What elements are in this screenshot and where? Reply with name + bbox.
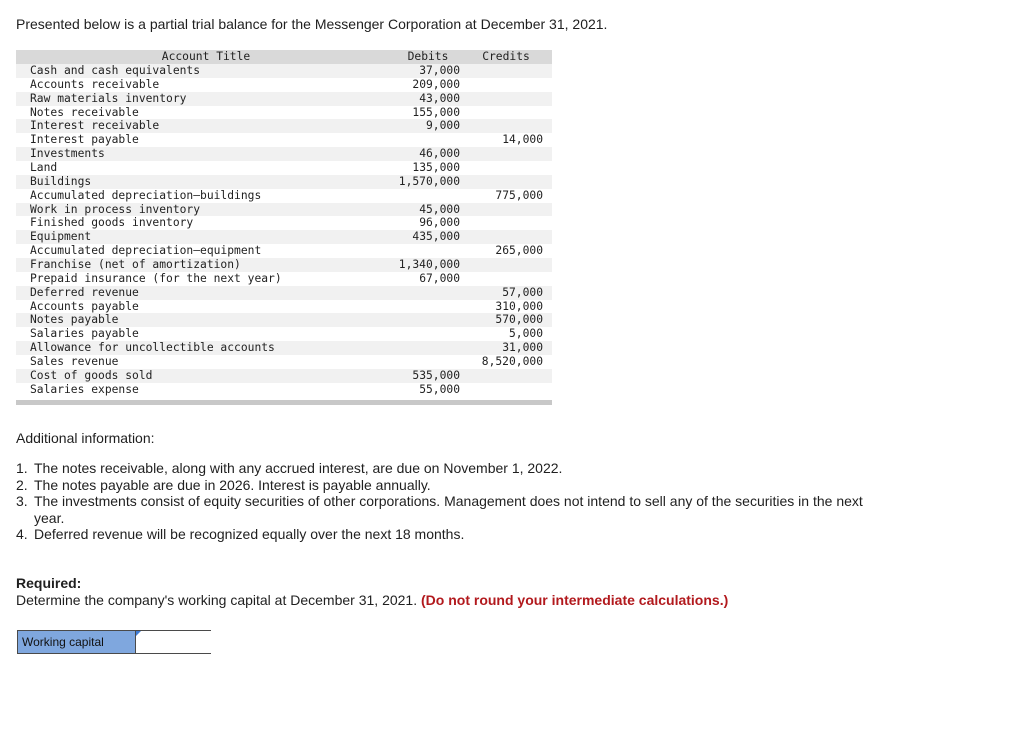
additional-info-list — [16, 460, 896, 543]
debit-cell: 435,000 — [412, 230, 460, 244]
debit-cell: 155,000 — [412, 105, 460, 119]
debit-cell: 9,000 — [425, 119, 460, 133]
table-row — [16, 92, 552, 106]
account-cell: Investments — [30, 147, 105, 161]
list-item-number: 3. — [16, 493, 28, 509]
working-capital-input[interactable] — [136, 631, 214, 653]
credit-cell — [460, 383, 552, 397]
credit-cell: 5,000 — [508, 327, 543, 341]
required-label: Required: — [16, 575, 82, 591]
table-row — [16, 313, 552, 327]
answer-cell — [136, 631, 210, 653]
account-cell: Salaries expense — [30, 382, 139, 396]
account-cell: Sales revenue — [30, 355, 119, 369]
required-section — [16, 575, 728, 609]
credit-cell — [460, 216, 552, 230]
table-row — [16, 78, 552, 92]
table-row — [16, 244, 552, 258]
list-item-text: Deferred revenue will be recognized equally over the next 18 months. — [34, 526, 465, 542]
credit-cell — [460, 147, 552, 161]
debit-cell — [396, 133, 460, 147]
table-footer-bar — [16, 400, 552, 405]
debit-cell — [396, 244, 460, 258]
table-row — [16, 383, 552, 397]
header-account-title: Account Title — [161, 50, 251, 63]
table-row — [16, 369, 552, 383]
required-question — [16, 592, 728, 609]
input-corner-marker-icon — [136, 631, 141, 636]
table-row — [16, 203, 552, 217]
header-credits: Credits — [482, 50, 530, 63]
account-cell: Accounts receivable — [30, 77, 160, 91]
account-cell: Land — [30, 161, 58, 175]
debit-cell: 37,000 — [419, 64, 460, 77]
debit-cell: 1,570,000 — [398, 174, 460, 188]
table-row — [16, 327, 552, 341]
account-cell: Allowance for uncollectible accounts — [30, 341, 275, 355]
credit-cell — [460, 230, 552, 244]
debit-cell — [396, 341, 460, 355]
table-row — [16, 286, 552, 300]
required-emphasis: (Do not round your intermediate calculations.) — [421, 592, 729, 608]
debit-cell: 96,000 — [419, 216, 460, 230]
debit-cell — [396, 313, 460, 327]
credit-cell: 57,000 — [502, 285, 543, 299]
credit-cell — [460, 119, 552, 133]
account-cell: Raw materials inventory — [30, 91, 187, 105]
debit-cell — [396, 355, 460, 369]
credit-cell: 570,000 — [495, 313, 543, 327]
table-row — [16, 133, 552, 147]
debit-cell — [396, 286, 460, 300]
account-cell: Accumulated depreciation–buildings — [30, 188, 262, 202]
credit-cell — [460, 161, 552, 175]
credit-cell — [460, 78, 552, 92]
table-row — [16, 355, 552, 369]
working-capital-label: Working capital — [18, 631, 136, 653]
account-cell: Cost of goods sold — [30, 368, 153, 382]
debit-cell — [396, 327, 460, 341]
credit-cell — [460, 203, 552, 217]
account-cell: Prepaid insurance (for the next year) — [30, 271, 282, 285]
credit-cell: 31,000 — [502, 341, 543, 355]
debit-cell: 1,340,000 — [398, 258, 460, 272]
table-row — [16, 147, 552, 161]
table-row — [16, 230, 552, 244]
table-row — [16, 272, 552, 286]
account-cell: Accounts payable — [30, 299, 139, 313]
debit-cell — [396, 300, 460, 314]
account-cell: Notes receivable — [30, 105, 139, 119]
list-item — [16, 477, 896, 494]
credit-cell — [460, 258, 552, 272]
debit-cell: 43,000 — [419, 91, 460, 105]
table-row — [16, 175, 552, 189]
account-cell: Notes payable — [30, 313, 119, 327]
credit-cell — [460, 64, 552, 78]
account-cell: Accumulated depreciation–equipment — [30, 244, 262, 258]
credit-cell — [460, 106, 552, 120]
table-row — [16, 106, 552, 120]
table-row — [16, 119, 552, 133]
credit-cell: 310,000 — [495, 299, 543, 313]
account-cell: Buildings — [30, 174, 92, 188]
account-cell: Interest payable — [30, 133, 139, 147]
debit-cell: 67,000 — [419, 271, 460, 285]
table-row — [16, 216, 552, 230]
credit-cell — [460, 175, 552, 189]
required-question-text: Determine the company's working capital at December 31, 2021. — [16, 592, 418, 608]
debit-cell: 45,000 — [419, 202, 460, 216]
table-row — [16, 341, 552, 355]
list-item-text: The notes receivable, along with any accrued interest, are due on November 1, 2022. — [34, 460, 563, 476]
table-row — [16, 161, 552, 175]
credit-cell: 265,000 — [495, 244, 543, 258]
list-item-number: 4. — [16, 526, 28, 542]
account-cell: Cash and cash equivalents — [30, 64, 201, 77]
answer-row — [17, 630, 211, 654]
intro-text: Presented below is a partial trial balance for the Messenger Corporation at December 31, 2021. — [16, 16, 608, 32]
credit-cell: 8,520,000 — [481, 355, 543, 369]
table-row — [16, 258, 552, 272]
list-item — [16, 460, 896, 477]
credit-cell — [460, 272, 552, 286]
account-cell: Salaries payable — [30, 327, 139, 341]
list-item-text: The investments consist of equity securities of other corporations. Management does not intend to sell any of the securities in the next year. — [34, 493, 863, 526]
additional-info-heading: Additional information: — [16, 430, 155, 446]
debit-cell: 46,000 — [419, 147, 460, 161]
list-item-text: The notes payable are due in 2026. Interest is payable annually. — [34, 476, 431, 493]
account-cell: Franchise (net of amortization) — [30, 258, 241, 272]
debit-cell: 135,000 — [412, 161, 460, 175]
credit-cell: 14,000 — [502, 133, 543, 147]
credit-cell: 775,000 — [495, 188, 543, 202]
list-item — [16, 526, 896, 543]
list-item-number: 2. — [16, 476, 28, 493]
table-row — [16, 189, 552, 203]
account-cell: Finished goods inventory — [30, 216, 194, 230]
credit-cell — [460, 92, 552, 106]
debit-cell: 535,000 — [412, 368, 460, 382]
debit-cell: 209,000 — [412, 77, 460, 91]
account-cell: Deferred revenue — [30, 285, 139, 299]
header-debits: Debits — [407, 50, 449, 63]
table-row — [16, 64, 552, 78]
account-cell: Equipment — [30, 230, 92, 244]
account-cell: Interest receivable — [30, 119, 160, 133]
account-cell: Work in process inventory — [30, 202, 201, 216]
table-row — [16, 300, 552, 314]
debit-cell: 55,000 — [419, 382, 460, 396]
credit-cell — [460, 369, 552, 383]
debit-cell — [396, 189, 460, 203]
table-header — [16, 50, 552, 64]
trial-balance-table — [16, 50, 552, 405]
table-body — [16, 64, 552, 397]
list-item — [16, 493, 896, 526]
list-item-number: 1. — [16, 460, 28, 476]
